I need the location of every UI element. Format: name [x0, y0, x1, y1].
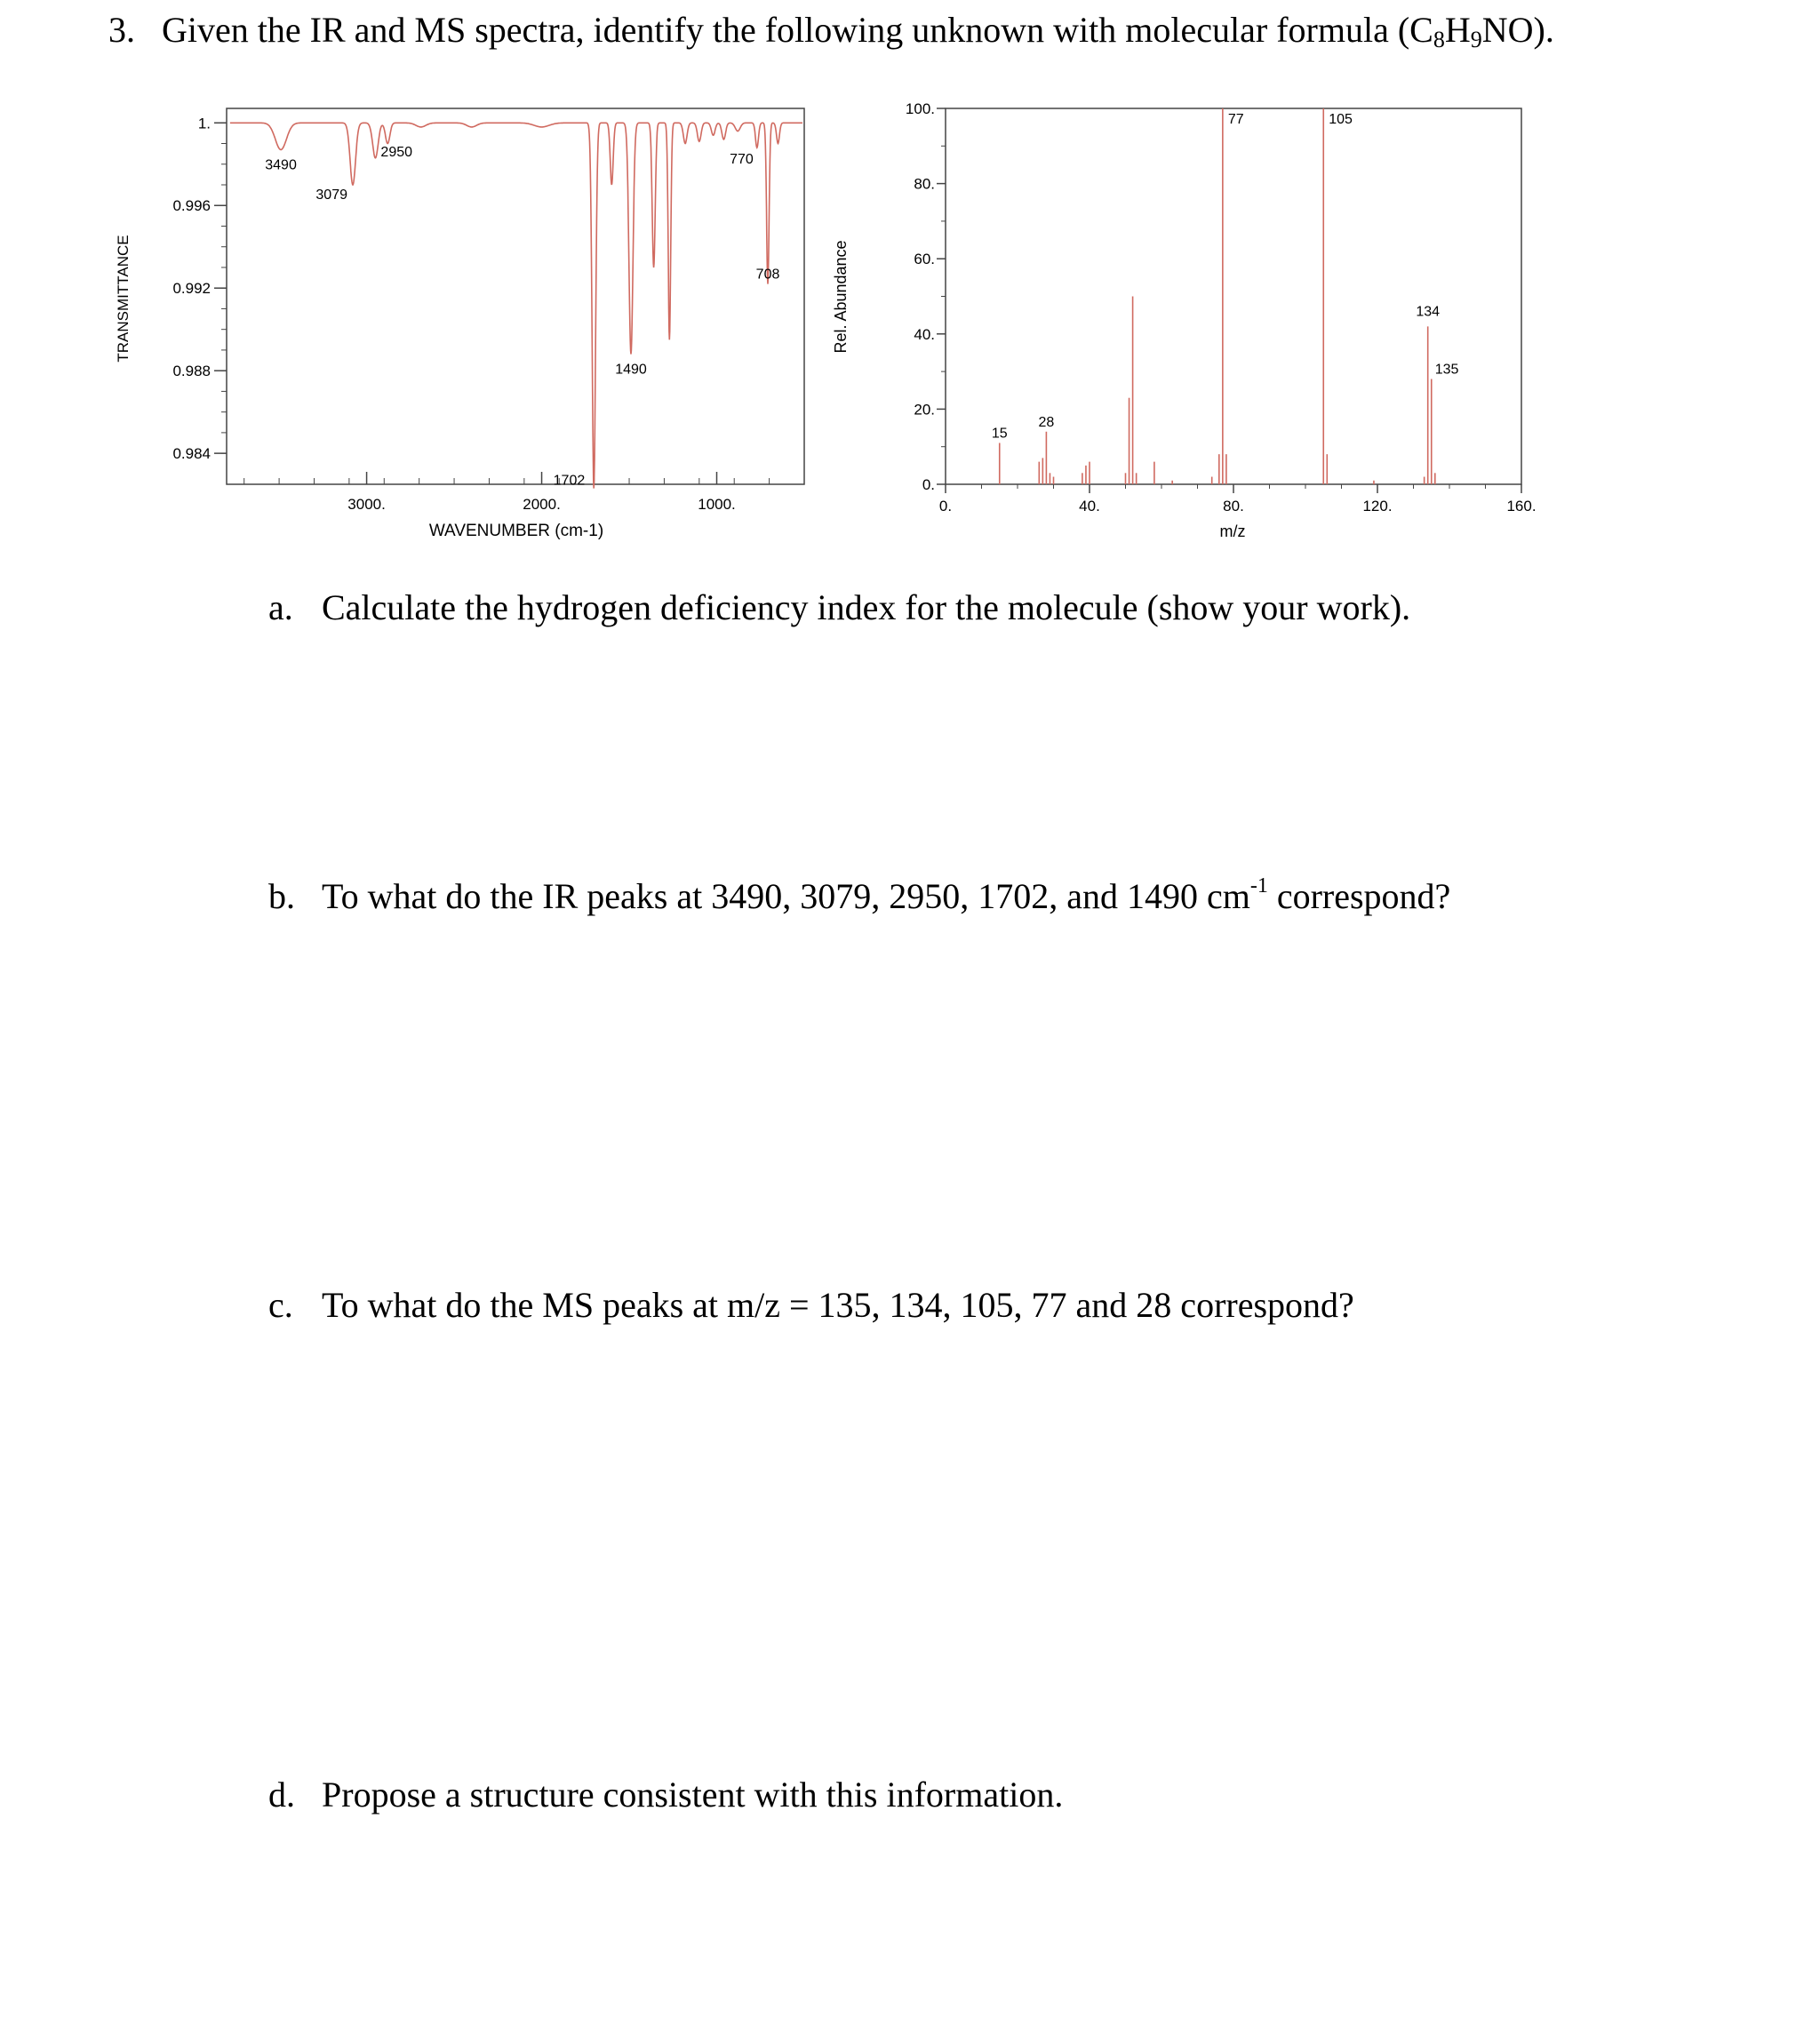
ir-y-axis-label: TRANSMITTANCE [115, 235, 132, 363]
ms-x-tick-label: 0. [938, 498, 953, 514]
ms-y-tick-label: 40. [914, 325, 935, 343]
ms-y-tick-label: 0. [922, 476, 935, 493]
ir-peak-label: 770 [730, 152, 754, 168]
ir-x-axis-label: WAVENUMBER (cm-1) [428, 522, 604, 540]
ir-peak-label: 3490 [265, 157, 297, 173]
ms-y-tick-label: 80. [914, 175, 935, 193]
ms-peak-label: 77 [1227, 112, 1244, 127]
ms-y-tick-label: 100. [905, 100, 935, 117]
ir-peak-label: 708 [755, 267, 780, 283]
ms-peak-label: 15 [991, 426, 1008, 442]
ir-x-tick-label: 1000. [698, 496, 736, 513]
ms-x-axis-label: m/z [1219, 522, 1246, 540]
ms-spectrum-chart [0, 0, 1820, 569]
ir-x-tick-label: 3000. [347, 496, 386, 513]
ms-y-axis-label: Rel. Abundance [832, 240, 850, 354]
ms-y-tick-label: 20. [914, 401, 935, 419]
question-number: 3. [108, 10, 135, 50]
ir-peak-label: 2950 [380, 144, 413, 160]
ir-y-tick-label: 0.984 [172, 445, 211, 463]
ms-plot-frame [946, 108, 1521, 484]
question-text: Given the IR and MS spectra, identify the following unknown with molecular formula $(C_8H_9NO)$. [162, 10, 1554, 52]
ir-y-tick-label: 0.988 [172, 363, 211, 380]
ir-y-tick-label: 1. [197, 115, 211, 132]
ms-x-tick-label: 120. [1362, 498, 1393, 514]
part-a: a. Calculate the hydrogen deficiency index for the molecule (show your work). [268, 587, 1411, 627]
ir-peak-label: 1490 [615, 362, 647, 378]
ir-peak-label: 3079 [315, 187, 348, 203]
ms-x-tick-label: 80. [1223, 498, 1244, 514]
ms-peak-label: 105 [1329, 112, 1353, 127]
ms-peak-label: 135 [1434, 362, 1459, 378]
ms-peak-label: 134 [1416, 304, 1441, 320]
part-b: b. To what do the IR peaks at 3490, 3079, 2950, 1702, and 1490 $cm^{-1}$ correspond? [268, 874, 1451, 916]
ms-x-tick-label: 160. [1506, 498, 1537, 514]
part-d: d. Propose a structure consistent with this information. [268, 1775, 1064, 1815]
ir-x-tick-label: 2000. [523, 496, 561, 513]
ms-peak-label: 28 [1038, 414, 1055, 430]
part-c: c. To what do the MS peaks at m/z = 135, 134, 105, 77 and 28 correspond? [268, 1285, 1354, 1325]
ir-peak-label: 1702 [553, 473, 586, 489]
ms-y-tick-label: 60. [914, 251, 935, 268]
ir-y-tick-label: 0.992 [172, 280, 211, 298]
ms-x-tick-label: 40. [1079, 498, 1100, 514]
ir-y-tick-label: 0.996 [172, 197, 211, 215]
